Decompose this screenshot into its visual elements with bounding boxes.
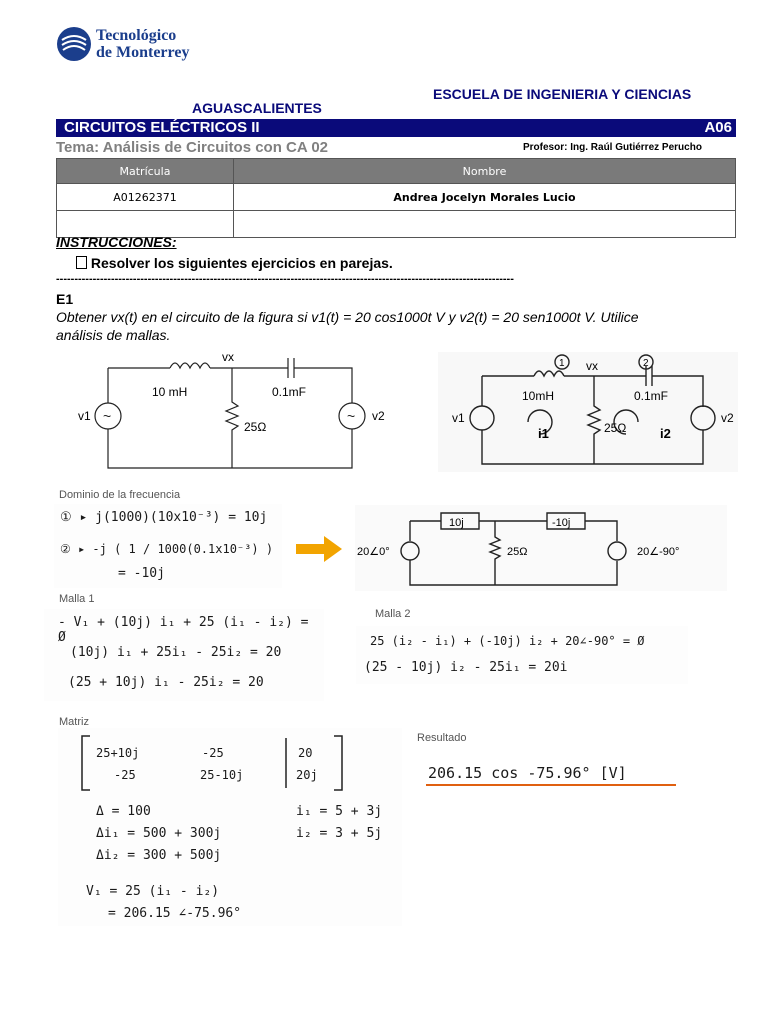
freq-label: Dominio de la frecuencia	[59, 489, 181, 501]
circuit2-i2: i2	[660, 426, 671, 441]
topic-title: Tema: Análisis de Circuitos con CA 02	[56, 139, 329, 156]
circuit3-s1: 20∠0°	[357, 546, 390, 558]
divider: -----------------------------------------------------------------------------------------------------------------------------	[56, 273, 514, 285]
circuit1-v1: v1	[78, 409, 91, 423]
matrix-r2c2: 25-10j	[200, 768, 244, 782]
malla1-label: Malla 1	[59, 593, 95, 605]
circuit1-l: 10 mH	[152, 385, 188, 399]
resultado-label: Resultado	[417, 732, 467, 744]
student-table	[56, 158, 736, 238]
course-title: CIRCUITOS ELÉCTRICOS II	[64, 119, 260, 136]
v1-result: = 206.15 ∠-75.96°	[108, 906, 242, 921]
circuit2-node1: 1	[559, 358, 565, 369]
circuit-diagram-frequency	[355, 505, 727, 591]
matriz-label: Matriz	[59, 716, 89, 728]
circuit3-z2: -10j	[552, 517, 571, 529]
circuit1-vx: vx	[222, 350, 234, 364]
freq-handwriting	[54, 504, 282, 588]
matrix-r1c3: 20	[298, 746, 313, 760]
header-nombre: Nombre	[234, 159, 736, 184]
circuit2-node2: 2	[643, 358, 649, 369]
circuit2-vx: vx	[586, 359, 598, 373]
instructions-item	[76, 255, 393, 271]
matrix-r2c1: -25	[114, 768, 136, 782]
cell-matricula: A01262371	[57, 184, 234, 211]
campus-title: AGUASCALIENTES	[192, 100, 322, 116]
svg-text:~: ~	[347, 408, 356, 424]
resultado-value: 206.15 cos -75.96° [V]	[428, 764, 627, 782]
logo	[56, 26, 206, 66]
header-matricula: Matrícula	[57, 159, 234, 184]
freq-line1: ① ▸ j(1000)(10x10⁻³) = 10j	[60, 510, 268, 525]
malla2-line1: 25 (i₂ - i₁) + (-10j) i₂ + 20∠-90° = Ø	[370, 634, 645, 648]
circuit3-s2: 20∠-90°	[637, 546, 680, 558]
circuit3-r: 25Ω	[507, 546, 528, 558]
cell-nombre	[234, 211, 736, 238]
right-arrow-icon	[296, 536, 342, 562]
logo-line1: Tecnológico	[96, 27, 177, 44]
checkbox-icon	[76, 256, 87, 269]
exercise-line1: Obtener vx(t) en el circuito de la figura si v1(t) = 20 cos1000t V y v2(t) = 20 sen1000t V. Utilice	[56, 309, 639, 325]
matrix-brackets	[58, 728, 402, 798]
circuit2-r: 25Ω	[604, 421, 627, 435]
exercise-line2: análisis de mallas.	[56, 327, 171, 343]
circuit3-z1: 10j	[449, 517, 464, 529]
instructions-text: Resolver los siguientes ejercicios en parejas.	[87, 255, 393, 271]
malla1-line1: - V₁ + (10j) i₁ + 25 (i₁ - i₂) = Ø	[58, 615, 309, 645]
freq-line3: = -10j	[118, 566, 165, 581]
circuit2-i1: i1	[538, 426, 549, 441]
instructions-title: INSTRUCCIONES:	[56, 234, 177, 250]
professor-name: Profesor: Ing. Raúl Gutiérrez Perucho	[523, 142, 702, 153]
matriz-handwriting	[58, 728, 402, 926]
course-code: A06	[704, 119, 732, 136]
matrix-r1c2: -25	[202, 746, 224, 760]
resultado-underline	[426, 784, 676, 786]
matrix-r2c3: 20j	[296, 768, 318, 782]
exercise-id: E1	[56, 291, 74, 307]
matrix-r1c1: 25+10j	[96, 746, 140, 760]
malla1-handwriting	[44, 609, 324, 701]
circuit-diagram-printed	[72, 348, 385, 473]
circuit2-c: 0.1mF	[634, 389, 669, 403]
malla2-handwriting	[356, 626, 688, 684]
circuit1-r: 25Ω	[244, 420, 267, 434]
cell-nombre: Andrea Jocelyn Morales Lucio	[234, 184, 736, 211]
logo-emblem-icon	[56, 26, 92, 62]
delta-i1: Δi₁ = 500 + 300j	[96, 826, 222, 841]
freq-line2: ② ▸ -j ( 1 / 1000(0.1x10⁻³) )	[60, 542, 274, 556]
circuit2-l: 10mH	[522, 389, 555, 403]
malla2-line2: (25 - 10j) i₂ - 25i₁ = 20i	[364, 660, 568, 675]
malla1-line3: (25 + 10j) i₁ - 25i₂ = 20	[68, 675, 264, 690]
malla1-line2: (10j) i₁ + 25i₁ - 25i₂ = 20	[70, 645, 282, 660]
table-header-row	[57, 159, 736, 184]
circuit-diagram-annotated	[438, 352, 738, 472]
v1-expression: V₁ = 25 (i₁ - i₂)	[86, 884, 220, 899]
i1-value: i₁ = 5 + 3j	[296, 804, 383, 819]
svg-text:~: ~	[103, 408, 112, 424]
malla2-label: Malla 2	[375, 608, 411, 620]
delta-i2: Δi₂ = 300 + 500j	[96, 848, 222, 863]
circuit2-v1: v1	[452, 411, 465, 425]
delta: Δ = 100	[96, 804, 151, 819]
table-row	[57, 184, 736, 211]
circuit1-v2: v2	[372, 409, 385, 423]
logo-line2: de Monterrey	[96, 44, 190, 61]
circuit2-v2: v2	[721, 411, 734, 425]
circuit1-c: 0.1mF	[272, 385, 307, 399]
school-title: ESCUELA DE INGENIERIA Y CIENCIAS	[433, 86, 692, 102]
course-bar	[56, 119, 736, 137]
i2-value: i₂ = 3 + 5j	[296, 826, 383, 841]
